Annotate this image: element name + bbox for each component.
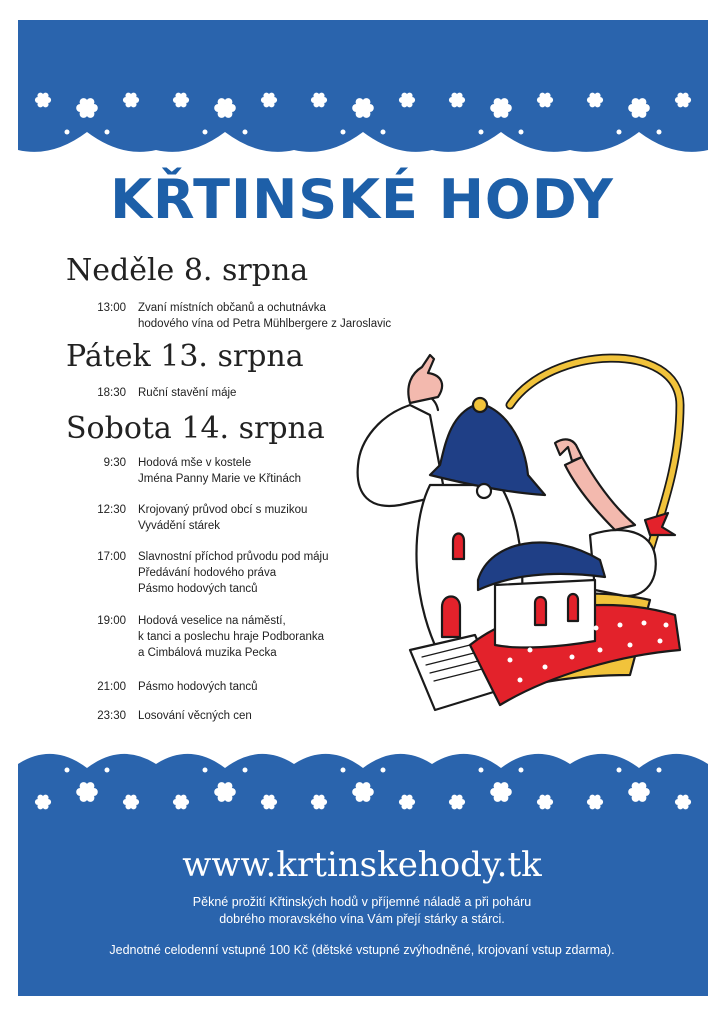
event-description: Slavnostní příchod průvodu pod máju Předávání hodového práva Pásmo hodových tanců [138, 551, 329, 595]
event-time: 21:00 [97, 681, 126, 693]
event-time: 23:30 [97, 710, 126, 722]
event-description: Pásmo hodových tanců [138, 681, 258, 693]
event-time: 19:00 [97, 615, 126, 627]
event-description: Krojovaný průvod obcí s muzikou Vyvádění stárek [138, 504, 308, 532]
event-time: 18:30 [97, 387, 126, 399]
event-time: 12:30 [97, 504, 126, 516]
day-heading-sunday: Neděle 8. srpna [66, 253, 309, 288]
day-heading-saturday: Sobota 14. srpna [66, 411, 325, 446]
admission-text: Jednotné celodenní vstupné 100 Kč (dětské vstupné zvýhodněné, krojovaní vstup zdarma). [109, 943, 615, 957]
day-heading-friday: Pátek 13. srpna [66, 339, 304, 374]
event-time: 13:00 [97, 302, 126, 314]
poster-title: KŘTINSKÉ HODY [110, 168, 614, 231]
event-description: Zvaní místních občanů a ochutnávka hodového vína od Petra Mühlbergere z Jaroslavic [138, 302, 392, 330]
event-description: Hodová veselice na náměstí, k tanci a poslechu hraje Podboranka a Cimbálová muzika Pecka [138, 615, 325, 659]
event-description: Ruční stavění máje [138, 387, 237, 399]
event-time: 17:00 [97, 551, 126, 563]
event-description: Hodová mše v kostele Jména Panny Marie ve Křtinách [138, 457, 301, 485]
top-lace-border [18, 20, 708, 158]
folk-figure-illustration [350, 345, 690, 735]
website-url[interactable]: www.krtinskehody.tk [182, 845, 542, 885]
event-description: Losování věcných cen [138, 710, 252, 722]
event-time: 9:30 [103, 457, 126, 469]
wishes-text: Pěkné prožití Křtinských hodů v příjemné náladě a při poháru dobrého moravského vína Vám přejí stárky a stárci. [192, 895, 532, 926]
